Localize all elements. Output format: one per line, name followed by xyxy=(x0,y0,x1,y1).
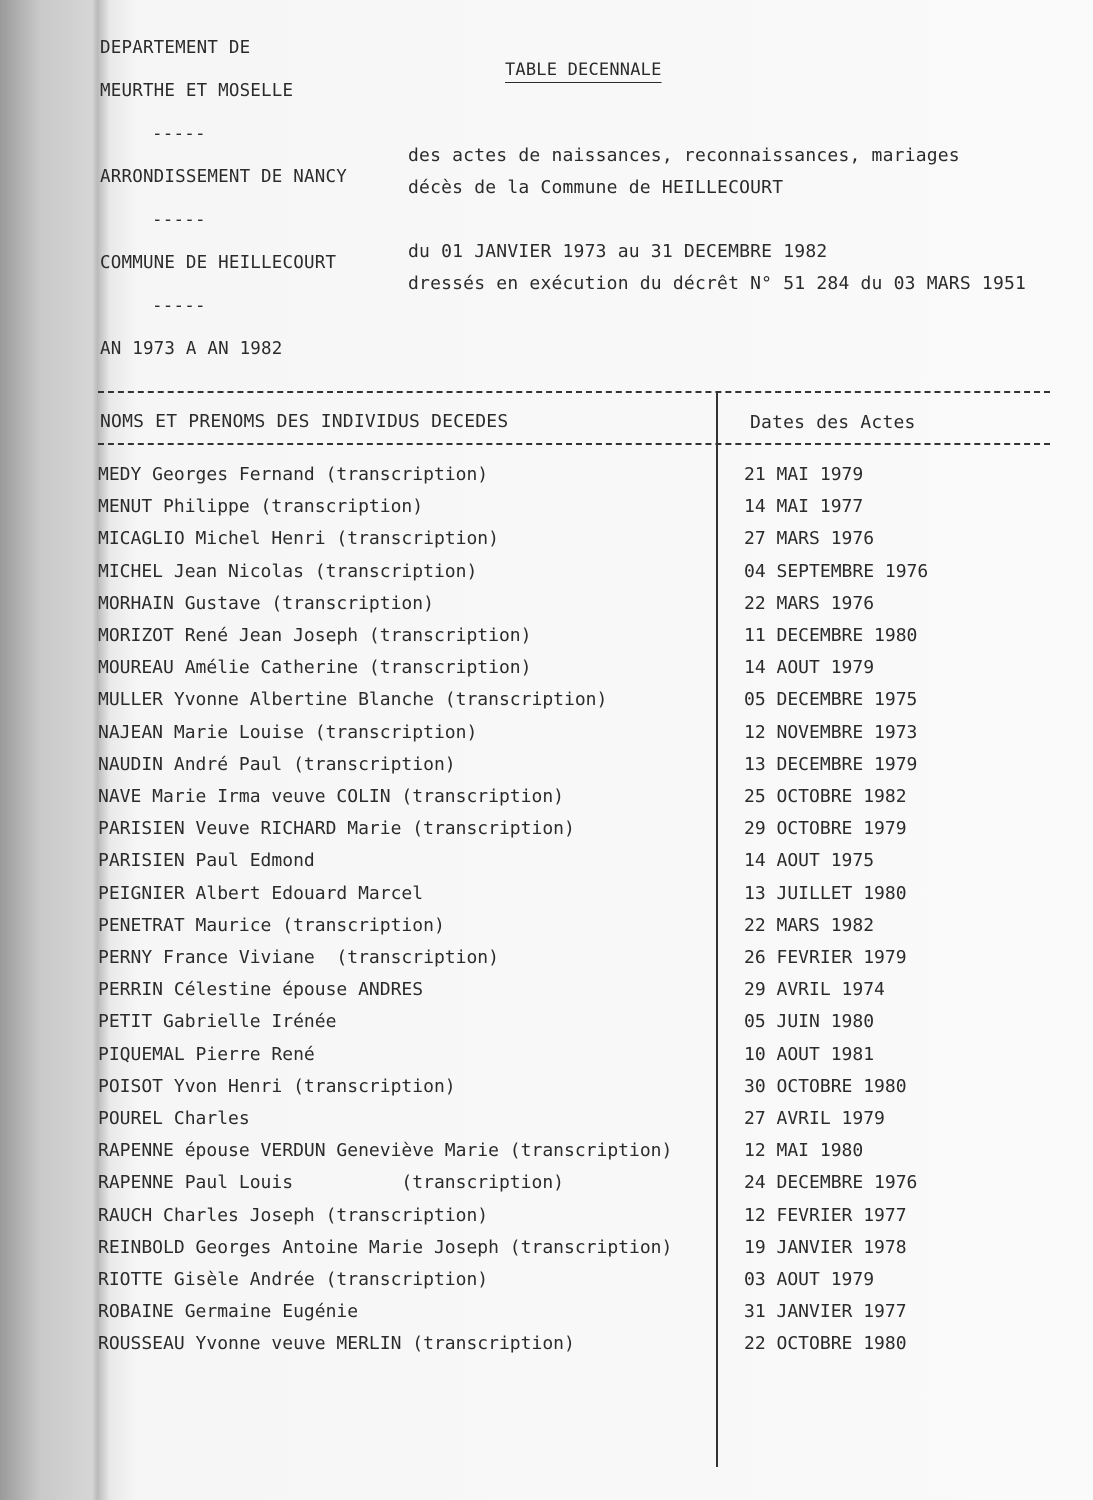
table-row xyxy=(98,657,1088,689)
deceased-name: ROUSSEAU Yvonne veuve MERLIN (transcription) xyxy=(98,1333,575,1355)
act-date: 29 AVRIL 1974 xyxy=(744,979,885,1001)
deceased-name: PARISIEN Paul Edmond xyxy=(98,850,315,872)
table-row xyxy=(98,818,1088,850)
table-row xyxy=(98,1172,1088,1204)
header-department-name: MEURTHE ET MOSELLE xyxy=(100,81,294,101)
period-line-2: dressés en exécution du décrêt N° 51 284 du 03 MARS 1951 xyxy=(408,273,1027,294)
table-row xyxy=(98,1044,1088,1076)
table-row xyxy=(98,464,1088,496)
period-line-1: du 01 JANVIER 1973 au 31 DECEMBRE 1982 xyxy=(408,241,828,262)
act-date: 21 MAI 1979 xyxy=(744,464,864,485)
deceased-name: RAUCH Charles Joseph (transcription) xyxy=(98,1204,489,1226)
deceased-name: MICHEL Jean Nicolas (transcription) xyxy=(98,560,478,582)
deceased-name: NAJEAN Marie Louise (transcription) xyxy=(98,721,478,743)
table-row xyxy=(98,1333,1088,1365)
table-top-rule xyxy=(98,391,1050,393)
act-date: 25 OCTOBRE 1982 xyxy=(744,786,907,807)
table-row xyxy=(98,561,1088,593)
table-row xyxy=(98,1011,1088,1043)
table-row xyxy=(98,1269,1088,1301)
act-date: 05 JUIN 1980 xyxy=(744,1011,875,1033)
column-header-names: NOMS ET PRENOMS DES INDIVIDUS DECEDES xyxy=(100,411,509,432)
table-header-rule xyxy=(98,443,1050,445)
header-separator: ----- xyxy=(152,296,206,316)
deceased-name: ROBAINE Germaine Eugénie xyxy=(98,1301,359,1323)
act-date: 05 DECEMBRE 1975 xyxy=(744,689,918,711)
deceased-name: REINBOLD Georges Antoine Marie Joseph (transcription) xyxy=(98,1236,673,1258)
deceased-name: MORHAIN Gustave (transcription) xyxy=(98,592,434,614)
table-row xyxy=(98,1076,1088,1108)
table-row xyxy=(98,1108,1088,1140)
act-date: 14 AOUT 1975 xyxy=(744,850,875,872)
description-line-2: décès de la Commune de HEILLECOURT xyxy=(408,177,784,198)
deceased-name: RAPENNE épouse VERDUN Geneviève Marie (transcription) xyxy=(98,1140,673,1162)
header-arrondissement: ARRONDISSEMENT DE NANCY xyxy=(100,167,347,187)
act-date: 14 MAI 1977 xyxy=(744,496,864,518)
underlying-page-edge xyxy=(0,0,98,1500)
act-date: 04 SEPTEMBRE 1976 xyxy=(744,560,929,582)
act-date: 19 JANVIER 1978 xyxy=(744,1236,907,1258)
deceased-name: PARISIEN Veuve RICHARD Marie (transcription) xyxy=(98,818,575,840)
deceased-name: PERRIN Célestine épouse ANDRES xyxy=(98,979,424,1001)
act-date: 13 DECEMBRE 1979 xyxy=(744,753,918,775)
act-date: 14 AOUT 1979 xyxy=(744,657,875,679)
column-header-dates: Dates des Actes xyxy=(750,412,916,433)
act-date: 27 MARS 1976 xyxy=(744,528,875,550)
table-row xyxy=(98,528,1088,560)
deceased-name: RIOTTE Gisèle Andrée (transcription) xyxy=(98,1269,489,1290)
act-date: 12 NOVEMBRE 1973 xyxy=(744,721,918,743)
table-row xyxy=(98,496,1088,528)
deceased-name: MOUREAU Amélie Catherine (transcription) xyxy=(98,657,532,679)
table-row xyxy=(98,786,1088,818)
table-row xyxy=(98,883,1088,915)
act-date: 03 AOUT 1979 xyxy=(744,1269,875,1290)
table-row xyxy=(98,979,1088,1011)
deceased-name: MICAGLIO Michel Henri (transcription) xyxy=(98,528,499,550)
document-page xyxy=(98,0,1093,1500)
act-date: 30 OCTOBRE 1980 xyxy=(744,1075,907,1097)
table-row xyxy=(98,625,1088,657)
act-date: 13 JUILLET 1980 xyxy=(744,882,907,904)
deceased-name: POISOT Yvon Henri (transcription) xyxy=(98,1075,456,1097)
deceased-name: PERNY France Viviane (transcription) xyxy=(98,947,499,968)
table-row xyxy=(98,593,1088,625)
description-line-1: des actes de naissances, reconnaissances, mariages xyxy=(408,145,960,166)
deceased-name: MEDY Georges Fernand (transcription) xyxy=(98,464,489,485)
deceased-name: MULLER Yvonne Albertine Blanche (transcription) xyxy=(98,689,608,711)
deceased-name: PETIT Gabrielle Irénée xyxy=(98,1011,337,1033)
deceased-name: NAUDIN André Paul (transcription) xyxy=(98,753,456,775)
table-row xyxy=(98,689,1088,721)
table-row xyxy=(98,1205,1088,1237)
header-years: AN 1973 A AN 1982 xyxy=(100,339,283,359)
table-row xyxy=(98,722,1088,754)
table-row xyxy=(98,1301,1088,1333)
act-date: 26 FEVRIER 1979 xyxy=(744,947,907,968)
table-row xyxy=(98,850,1088,882)
act-date: 29 OCTOBRE 1979 xyxy=(744,818,907,840)
header-commune: COMMUNE DE HEILLECOURT xyxy=(100,253,337,273)
deceased-name: POUREL Charles xyxy=(98,1108,250,1129)
header-departement: DEPARTEMENT DE xyxy=(100,38,251,58)
deceased-name: PENETRAT Maurice (transcription) xyxy=(98,914,445,936)
document-title: TABLE DECENNALE xyxy=(505,60,662,80)
act-date: 22 MARS 1982 xyxy=(744,914,875,936)
deceased-name: PIQUEMAL Pierre René xyxy=(98,1043,315,1065)
act-date: 27 AVRIL 1979 xyxy=(744,1108,885,1129)
table-row xyxy=(98,947,1088,979)
act-date: 11 DECEMBRE 1980 xyxy=(744,625,918,646)
act-date: 12 FEVRIER 1977 xyxy=(744,1204,907,1226)
act-date: 22 MARS 1976 xyxy=(744,592,875,614)
deceased-name: MENUT Philippe (transcription) xyxy=(98,496,424,518)
act-date: 10 AOUT 1981 xyxy=(744,1043,875,1065)
table-row xyxy=(98,754,1088,786)
act-date: 24 DECEMBRE 1976 xyxy=(744,1172,918,1194)
table-row xyxy=(98,1237,1088,1269)
table-row xyxy=(98,915,1088,947)
header-separator: ----- xyxy=(152,210,206,230)
deceased-name: MORIZOT René Jean Joseph (transcription) xyxy=(98,625,532,646)
header-separator: ----- xyxy=(152,124,206,144)
act-date: 22 OCTOBRE 1980 xyxy=(744,1333,907,1355)
act-date: 12 MAI 1980 xyxy=(744,1140,864,1162)
deceased-name: NAVE Marie Irma veuve COLIN (transcription) xyxy=(98,786,564,807)
deceased-name: PEIGNIER Albert Edouard Marcel xyxy=(98,882,424,904)
deceased-name: RAPENNE Paul Louis (transcription) xyxy=(98,1172,564,1194)
table-row xyxy=(98,1140,1088,1172)
act-date: 31 JANVIER 1977 xyxy=(744,1301,907,1323)
